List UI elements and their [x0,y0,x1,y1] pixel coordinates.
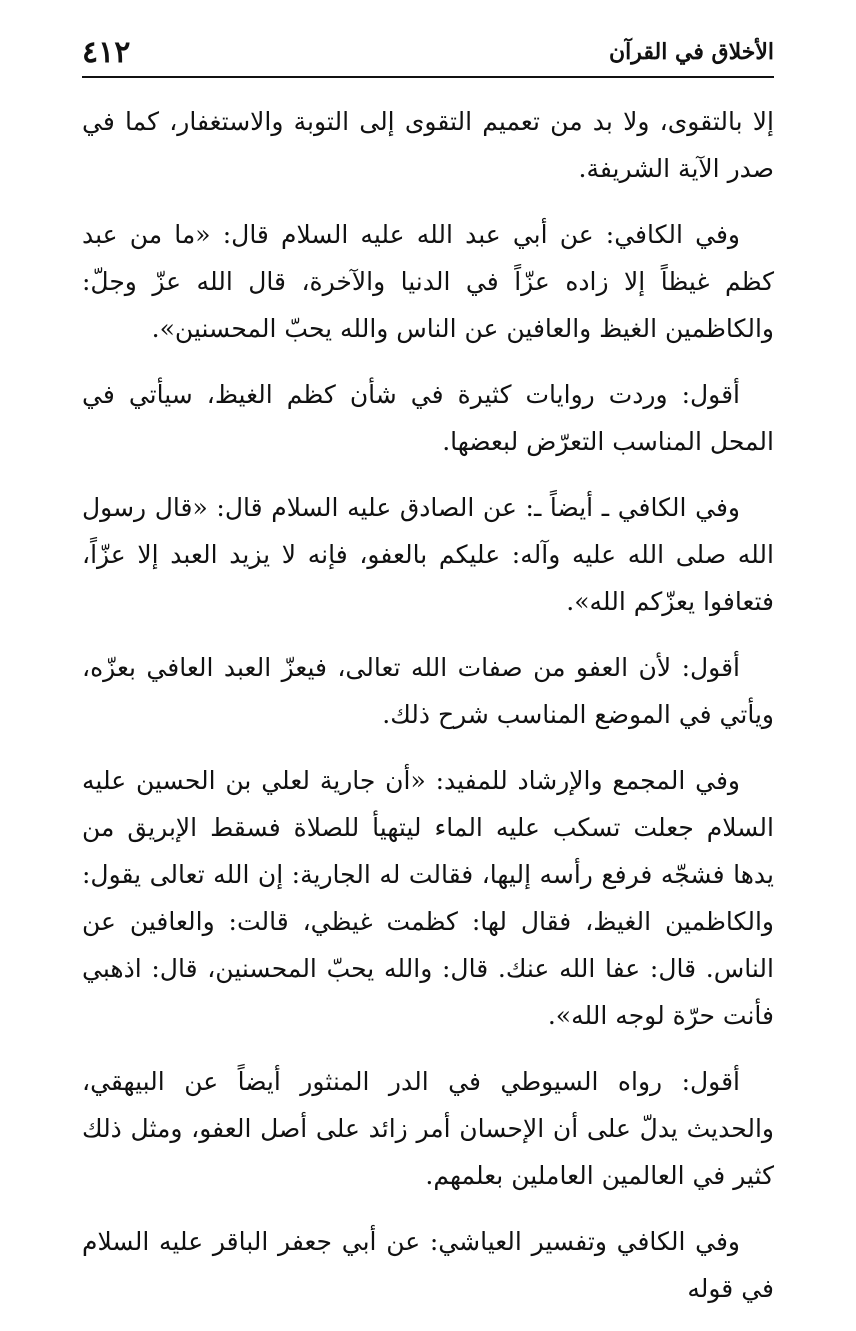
page-header [82,30,774,74]
header-rule [82,76,774,78]
paragraph: وفي الكافي: عن أبي عبد الله عليه السلام قال: «ما من عبد كظم غيظاً إلا زاده عزّاً في الدنيا والآخرة، قال الله عزّ وجلّ: والكاظمين الغيظ والعافين عن الناس والله يحبّ المحسنين». [82,220,774,343]
paragraph: وفي الكافي ـ أيضاً ـ: عن الصادق عليه السلام قال: «قال رسول الله صلى الله عليه وآله: عليكم بالعفو، فإنه لا يزيد العبد إلا عزّاً، فتعافوا يعزّكم الله». [82,493,774,616]
paragraph: وفي الكافي وتفسير العياشي: عن أبي جعفر الباقر عليه السلام في قوله [82,1227,774,1303]
book-title: الأخلاق في القرآن [609,39,774,65]
paragraph: وفي المجمع والإرشاد للمفيد: «أن جارية لعلي بن الحسين عليه السلام جعلت تسكب عليه الماء ليتهيأ للصلاة فسقط الإبريق من يدها فشجّه فرفع رأسه إليها، فقالت له الجارية: إن الله تعالى يقول: والكاظمين الغيظ، فقال لها: كظمت غيظي، قالت: والعافين عن الناس. قال: عفا الله عنك. قال: والله يحبّ المحسنين، قال: اذهبي فأنت حرّة لوجه الله». [82,766,774,1030]
paragraph: أقول: وردت روايات كثيرة في شأن كظم الغيظ، سيأتي في المحل المناسب التعرّض لبعضها. [82,380,774,456]
page-number: ٤١٢ [82,34,131,70]
paragraph: إلا بالتقوى، ولا بد من تعميم التقوى إلى التوبة والاستغفار، كما في صدر الآية الشريفة. [82,107,774,183]
paragraph: أقول: رواه السيوطي في الدر المنثور أيضاً عن البيهقي، والحديث يدلّ على أن الإحسان أمر زائد على أصل العفو، ومثل ذلك كثير في العالمين العاملين بعلمهم. [82,1067,774,1190]
page-body [82,98,774,1331]
paragraph: أقول: لأن العفو من صفات الله تعالى، فيعزّ العبد العافي بعزّه، ويأتي في الموضع المناسب شرح ذلك. [82,653,774,729]
